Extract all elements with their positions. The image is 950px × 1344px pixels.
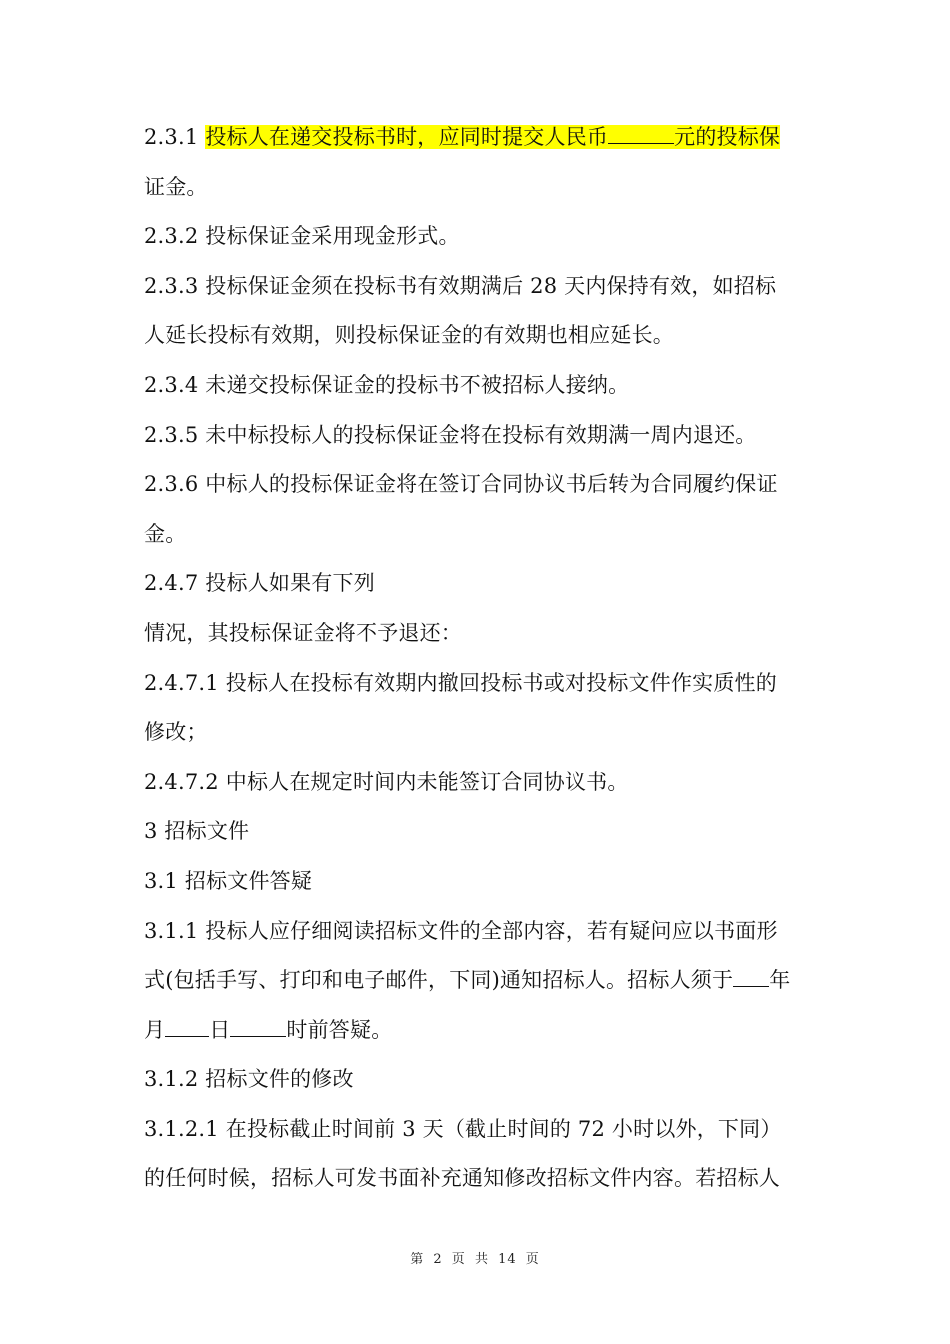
footer-text: 共 <box>474 1252 489 1267</box>
clause-3-1-1: 3.1.1 投标人应仔细阅读招标文件的全部内容，若有疑问应以书面形 <box>144 918 778 943</box>
text-line: 金。 <box>144 521 187 546</box>
clause-number: 2.3.1 <box>144 125 206 149</box>
day-blank <box>230 1015 286 1037</box>
text-line <box>144 1006 808 1056</box>
clause-3-1-2: 3.1.2 招标文件的修改 <box>144 1067 354 1092</box>
section-3-1-heading: 3.1 招标文件答疑 <box>144 868 313 893</box>
clause-2-4-7-1: 2.4.7.1 投标人在投标有效期内撤回投标书或对投标文件作实质性的 <box>144 670 777 695</box>
footer-text: 页 <box>451 1252 466 1267</box>
total-pages-number: 14 <box>498 1252 517 1267</box>
text-part: 时前答疑。 <box>286 1017 393 1042</box>
month-blank <box>165 1015 209 1037</box>
text-part: 式(包括手写、打印和电子邮件，下同)通知招标人。招标人须于 <box>144 968 734 993</box>
clause-2-3-1 <box>144 113 808 163</box>
footer-text: 第 <box>410 1252 425 1267</box>
amount-blank <box>608 122 674 144</box>
page-footer <box>0 1248 950 1267</box>
text-part: 日 <box>209 1017 231 1042</box>
clause-2-4-7: 2.4.7 投标人如果有下列 <box>144 571 375 596</box>
clause-2-3-3: 2.3.3 投标保证金须在投标书有效期满后 28 天内保持有效，如招标 <box>144 273 777 298</box>
clause-2-3-5: 2.3.5 未中标投标人的投标保证金将在投标有效期满一周内退还。 <box>144 422 757 447</box>
text-part: 年 <box>769 968 791 993</box>
year-blank <box>733 965 769 987</box>
clause-2-3-4: 2.3.4 未递交投标保证金的投标书不被招标人接纳。 <box>144 372 630 397</box>
section-3-heading: 3 招标文件 <box>144 819 250 844</box>
highlighted-text-part: 投标人在递交投标书时，应同时提交人民币 <box>205 125 609 149</box>
text-line: 修改； <box>144 720 208 745</box>
clause-2-4-7-2: 2.4.7.2 中标人在规定时间内未能签订合同协议书。 <box>144 769 629 794</box>
current-page-number: 2 <box>433 1252 443 1267</box>
highlighted-text-part: 元的投标保 <box>674 125 781 149</box>
highlighted-text <box>205 125 780 149</box>
text-part: 月 <box>144 1017 166 1042</box>
text-line: 人延长投标有效期，则投标保证金的有效期也相应延长。 <box>144 323 674 348</box>
clause-2-3-2: 2.3.2 投标保证金采用现金形式。 <box>144 224 460 249</box>
text-line: 情况，其投标保证金将不予退还： <box>144 620 462 645</box>
text-line: 的任何时候，招标人可发书面补充通知修改招标文件内容。若招标人 <box>144 1166 780 1191</box>
text-line <box>144 956 808 1006</box>
footer-text: 页 <box>525 1252 540 1267</box>
clause-2-3-6: 2.3.6 中标人的投标保证金将在签订合同协议书后转为合同履约保证 <box>144 472 778 497</box>
clause-3-1-2-1: 3.1.2.1 在投标截止时间前 3 天（截止时间的 72 小时以外，下同） <box>144 1116 782 1141</box>
document-body <box>144 113 808 1204</box>
text-line: 证金。 <box>144 174 208 199</box>
